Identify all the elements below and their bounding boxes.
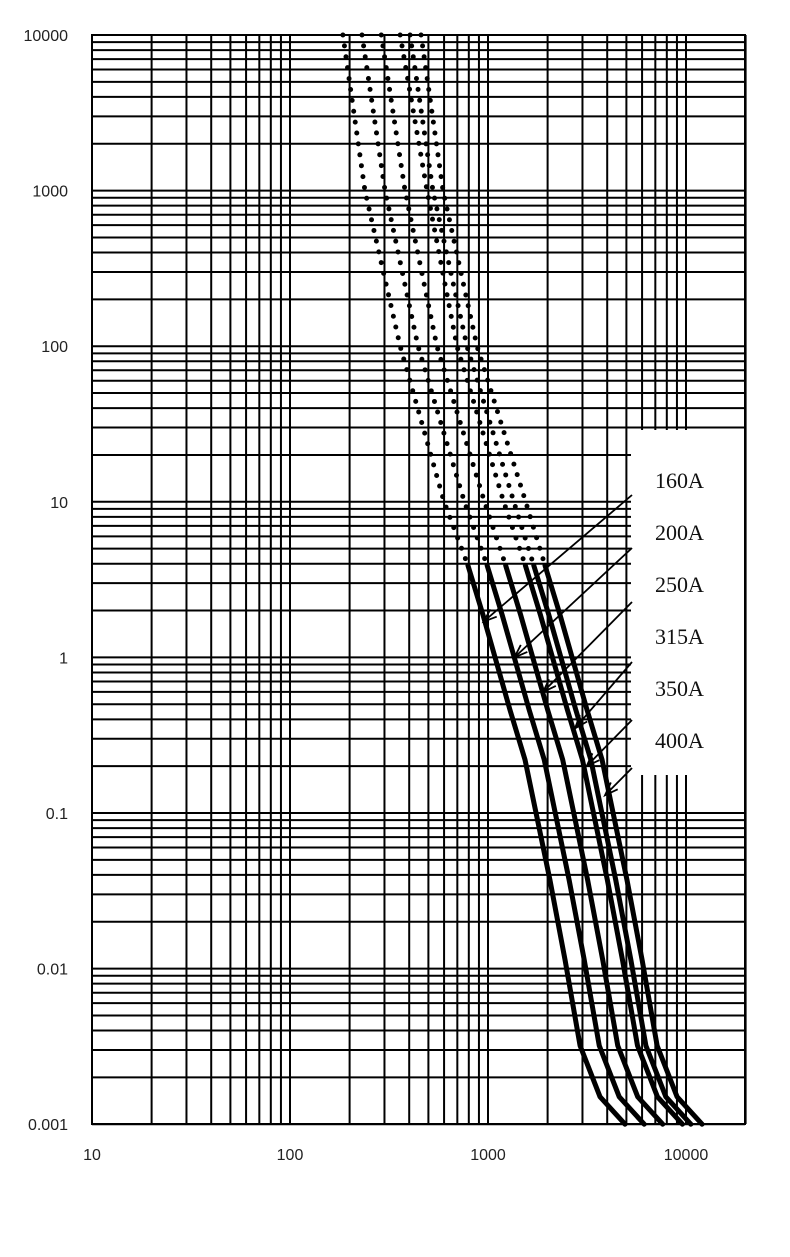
x-tick-label: 1000 — [470, 1147, 506, 1164]
x-tick-label: 10000 — [663, 1147, 709, 1164]
y-tick-label: 0.1 — [45, 806, 68, 823]
y-tick-label: 10 — [50, 494, 68, 512]
y-tick-label: 1 — [59, 650, 68, 668]
legend-label-200A: 200A — [655, 520, 704, 545]
y-tick-label: 0.01 — [36, 961, 68, 979]
legend-label-315A: 315A — [655, 624, 704, 649]
x-tick-label: 100 — [276, 1147, 304, 1164]
x-tick-label: 10 — [83, 1147, 101, 1164]
legend-label-160A: 160A — [655, 468, 704, 493]
legend-label-250A: 250A — [655, 572, 704, 597]
legend-label-400A: 400A — [655, 728, 704, 753]
y-tick-label: 100 — [41, 339, 68, 357]
y-tick-label: 0.001 — [27, 1117, 68, 1135]
y-tick-label: 1000 — [32, 183, 68, 201]
y-tick-label: 10000 — [23, 28, 68, 45]
legend-label-350A: 350A — [655, 676, 704, 701]
